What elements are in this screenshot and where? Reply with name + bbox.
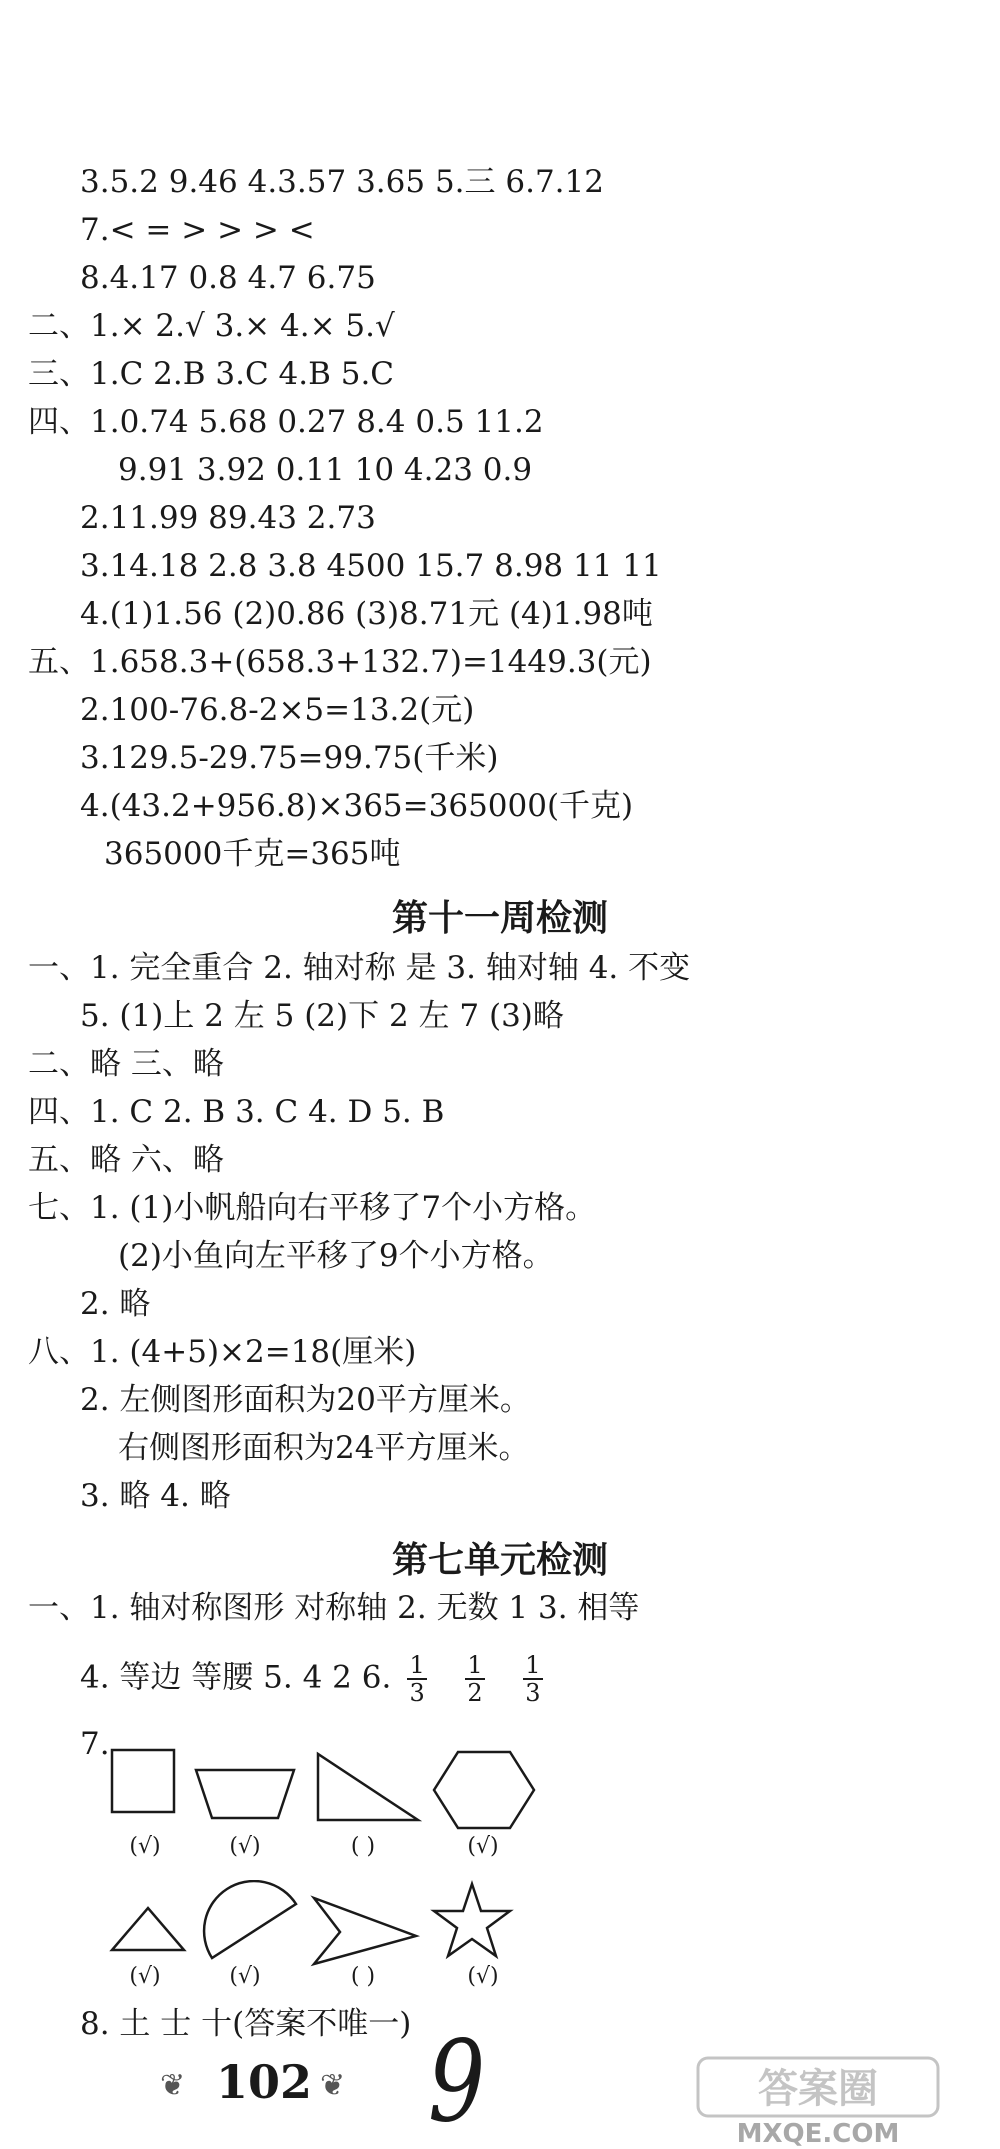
- flourish-left-icon: ❦: [160, 2068, 186, 2103]
- answer-line: 四、1.0.74 5.68 0.27 8.4 0.5 11.2: [28, 404, 544, 440]
- answer-line: 3.14.18 2.8 3.8 4500 15.7 8.98 11 11: [80, 548, 662, 584]
- arrowhead-shape: [314, 1898, 416, 1964]
- trapezoid-shape: [196, 1770, 294, 1818]
- answer-line: 2. 左侧图形面积为20平方厘米。: [80, 1382, 531, 1418]
- flourish-right-icon: ❦: [320, 2068, 346, 2103]
- svg-text:答案圈: 答案圈: [758, 2066, 878, 2112]
- section-title: 第十一周检测: [391, 898, 608, 939]
- shape-answer: ( ): [350, 1964, 376, 1989]
- square-shape: [112, 1750, 174, 1812]
- answer-text: 4. 等边 等腰 5. 4 2 6.: [80, 1659, 392, 1696]
- watermark-logo: [640, 2050, 1000, 2149]
- shape-answer: (√): [467, 1964, 499, 1989]
- answer-line: 3.5.2 9.46 4.3.57 3.65 5.三 6.7.12: [80, 164, 604, 200]
- answer-line: 四、1. C 2. B 3. C 4. D 5. B: [28, 1094, 445, 1130]
- fraction: $\frac{1}{3}$: [407, 1652, 427, 1706]
- fraction: $\frac{1}{3}$: [523, 1652, 543, 1706]
- answer-line: 一、1. 轴对称图形 对称轴 2. 无数 1 3. 相等: [28, 1590, 640, 1626]
- answer-line: (2)小鱼向左平移了9个小方格。: [118, 1238, 554, 1274]
- answer-line: 三、1.C 2.B 3.C 4.B 5.C: [28, 356, 395, 392]
- answer-line: 7.< = > > > <: [80, 212, 315, 248]
- shape-answer: (√): [467, 1834, 499, 1859]
- answer-line: 二、略 三、略: [28, 1046, 224, 1082]
- answer-line: 4.(43.2+956.8)×365=365000(千克): [80, 788, 634, 824]
- answer-line: 4.(1)1.56 (2)0.86 (3)8.71元 (4)1.98吨: [80, 596, 653, 632]
- answer-line: 2.11.99 89.43 2.73: [80, 500, 376, 536]
- answer-line: 7.: [80, 1726, 110, 1762]
- answer-line: 3. 略 4. 略: [80, 1478, 231, 1514]
- answer-line: 五、略 六、略: [28, 1142, 224, 1178]
- answer-line: 五、1.658.3+(658.3+132.7)=1449.3(元): [28, 644, 652, 680]
- answer-line: 2. 略: [80, 1286, 151, 1322]
- shape-answer: (√): [229, 1964, 261, 1989]
- answer-line: 右侧图形面积为24平方厘米。: [118, 1430, 530, 1466]
- answer-line: 3.129.5-29.75=99.75(千米): [80, 740, 499, 776]
- answer-line: 9.91 3.92 0.11 10 4.23 0.9: [118, 452, 533, 488]
- right-triangle-shape: [318, 1754, 418, 1820]
- answer-line: 七、1. (1)小帆船向右平移了7个小方格。: [28, 1190, 597, 1226]
- svg-text:MXQE.COM: MXQE.COM: [736, 2119, 900, 2149]
- shape-answer: (√): [229, 1834, 261, 1859]
- isosceles-triangle-shape: [112, 1908, 184, 1950]
- star-shape: [434, 1884, 510, 1956]
- answer-line: 365000千克=365吨: [104, 836, 401, 872]
- shape-answer: ( ): [350, 1834, 376, 1859]
- answer-line: 8.4.17 0.8 4.7 6.75: [80, 260, 376, 296]
- handwritten-number: 9: [428, 2016, 486, 2149]
- fraction: $\frac{1}{2}$: [465, 1652, 485, 1706]
- answer-line: 八、1. (4+5)×2=18(厘米): [28, 1334, 417, 1370]
- answer-line: 2.100-76.8-2×5=13.2(元): [80, 692, 475, 728]
- section-title: 第七单元检测: [391, 1540, 608, 1581]
- answer-line: 一、1. 完全重合 2. 轴对称 是 3. 轴对轴 4. 不变: [28, 950, 691, 986]
- answer-line: 8. 土 士 十(答案不唯一): [80, 2006, 412, 2042]
- page-number: 102: [216, 2055, 313, 2109]
- shape-answer: (√): [129, 1834, 161, 1859]
- answer-line: [80, 1652, 565, 1706]
- answer-line: 5. (1)上 2 左 5 (2)下 2 左 7 (3)略: [80, 998, 564, 1034]
- answer-line: 二、1.× 2.√ 3.× 4.× 5.√: [28, 308, 395, 344]
- hexagon-shape: [434, 1752, 534, 1828]
- semicircle-shape: [204, 1881, 296, 1958]
- shape-answer: (√): [129, 1964, 161, 1989]
